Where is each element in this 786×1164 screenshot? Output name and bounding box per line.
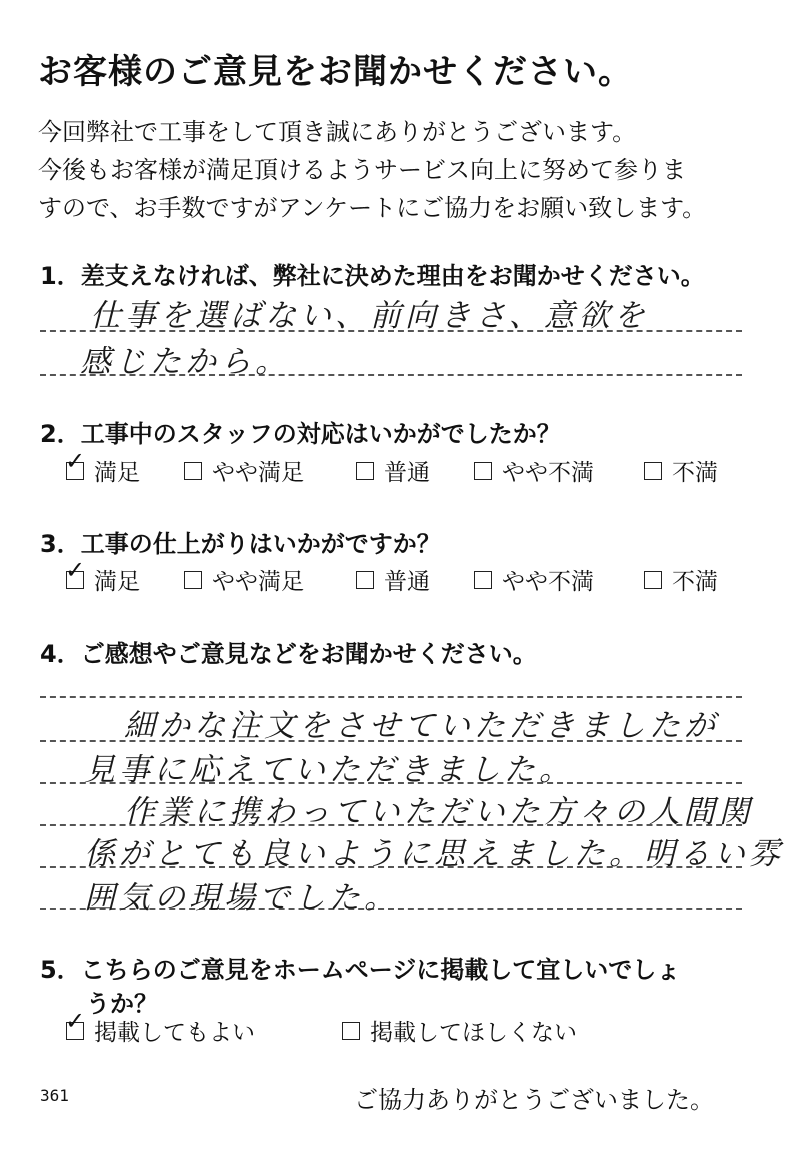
checkbox[interactable] bbox=[342, 1022, 360, 1040]
checkbox[interactable] bbox=[474, 462, 492, 480]
option-label: 不満 bbox=[672, 569, 718, 595]
option-label: 普通 bbox=[384, 460, 430, 486]
checkbox[interactable] bbox=[644, 462, 662, 480]
question-4-answer-line-2: 見事に応えていただきました。 bbox=[84, 752, 574, 788]
closing-thanks: ご協力ありがとうございました。 bbox=[354, 1086, 714, 1114]
question-4-label: 4．ご感想やご意見などをお聞かせください。 bbox=[40, 640, 537, 668]
option-label: 掲載してほしくない bbox=[370, 1020, 577, 1046]
q3-option-satisfied[interactable] bbox=[65, 555, 140, 596]
checkbox[interactable] bbox=[644, 571, 662, 589]
intro-line-3: すので、お手数ですがアンケートにご協力をお願い致します。 bbox=[38, 194, 707, 222]
checkbox[interactable] bbox=[474, 571, 492, 589]
page-title: お客様のご意見をお聞かせください。 bbox=[38, 52, 633, 92]
option-label: 普通 bbox=[384, 569, 430, 595]
checkbox[interactable] bbox=[184, 462, 202, 480]
checkbox[interactable] bbox=[184, 571, 202, 589]
q5-option-deny[interactable] bbox=[342, 1014, 577, 1047]
q2-option-satisfied[interactable] bbox=[65, 446, 140, 487]
question-3-label: 3．工事の仕上がりはいかがですか？ bbox=[40, 530, 441, 558]
option-label: やや満足 bbox=[212, 569, 304, 595]
intro-line-2: 今後もお客様が満足頂けるようサービス向上に努めて参りま bbox=[38, 156, 686, 184]
checkbox[interactable] bbox=[356, 571, 374, 589]
checkbox[interactable] bbox=[356, 462, 374, 480]
question-4-answer-line-5: 囲気の現場でした。 bbox=[84, 880, 399, 916]
question-1-label: 1．差支えなければ、弊社に決めた理由をお聞かせください。 bbox=[40, 262, 705, 290]
option-label: 満足 bbox=[94, 460, 140, 486]
question-4-answer-line-4: 係がとても良いように思えました。明るい雰 bbox=[84, 836, 784, 872]
check-mark-icon: ✓ bbox=[65, 446, 86, 475]
option-label: やや満足 bbox=[212, 460, 304, 486]
option-label: 不満 bbox=[672, 460, 718, 486]
question-4-answer-line-3: 作業に携わっていただいた方々の人間関 bbox=[124, 794, 754, 830]
q2-option-somewhat-satisfied[interactable] bbox=[184, 454, 304, 487]
option-label: 掲載してもよい bbox=[94, 1020, 255, 1046]
q5-option-allow[interactable] bbox=[65, 1006, 255, 1047]
q2-option-somewhat-dissatisfied[interactable] bbox=[474, 454, 594, 487]
question-5-label-line-2: うか？ bbox=[86, 990, 158, 1018]
q2-option-dissatisfied[interactable] bbox=[644, 454, 718, 487]
question-4-answer-line-1: 細かな注文をさせていただきましたが bbox=[124, 708, 719, 744]
page-number: 361 bbox=[40, 1086, 69, 1105]
checkbox[interactable] bbox=[65, 1006, 86, 1040]
q2-option-neutral[interactable] bbox=[356, 454, 430, 487]
option-label: 満足 bbox=[94, 569, 140, 595]
intro-line-1: 今回弊社で工事をして頂き誠にありがとうございます。 bbox=[38, 118, 637, 146]
q3-option-dissatisfied[interactable] bbox=[644, 563, 718, 596]
checkbox[interactable] bbox=[65, 446, 86, 480]
q3-option-somewhat-dissatisfied[interactable] bbox=[474, 563, 594, 596]
check-mark-icon: ✓ bbox=[65, 555, 86, 584]
answer-line bbox=[40, 696, 742, 698]
option-label: やや不満 bbox=[502, 569, 594, 595]
checkbox[interactable] bbox=[65, 555, 86, 589]
q3-option-neutral[interactable] bbox=[356, 563, 430, 596]
question-1-answer-line-2: 感じたから。 bbox=[80, 344, 290, 380]
question-5-label-line-1: 5．こちらのご意見をホームページに掲載して宜しいでしょ bbox=[40, 956, 681, 984]
q3-option-somewhat-satisfied[interactable] bbox=[184, 563, 304, 596]
option-label: やや不満 bbox=[502, 460, 594, 486]
question-2-label: 2．工事中のスタッフの対応はいかがでしたか？ bbox=[40, 420, 561, 448]
question-1-answer-line-1: 仕事を選ばない、前向きさ、意欲を bbox=[90, 298, 649, 334]
check-mark-icon: ✓ bbox=[65, 1006, 86, 1035]
